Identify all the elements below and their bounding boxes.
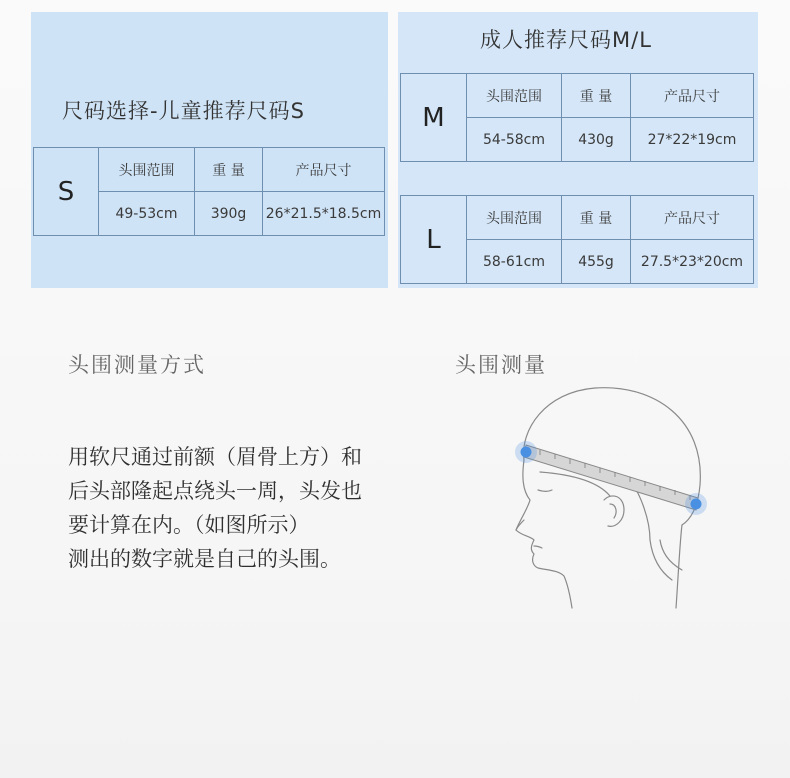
header-dimensions: 产品尺寸 [263,148,385,192]
size-letter: S [34,148,99,236]
head-measurement-title: 头围测量 [455,353,547,377]
head-measurement-illustration [500,380,730,620]
front-point-icon [515,441,537,463]
header-weight: 重 量 [562,196,631,240]
value-dimensions: 27*22*19cm [631,118,754,162]
header-weight: 重 量 [195,148,263,192]
header-dimensions: 产品尺寸 [631,196,754,240]
size-table-m [400,73,754,162]
value-head-range: 58-61cm [467,240,562,284]
ear-icon [604,496,624,526]
description-line: 要计算在内。（如图所示） [68,513,310,537]
measurement-method-title: 头围测量方式 [68,353,206,377]
description-line: 测出的数字就是自己的头围。 [68,547,341,571]
size-table-l [400,195,754,284]
header-head-range: 头围范围 [99,148,195,192]
value-dimensions: 26*21.5*18.5cm [263,192,385,236]
value-head-range: 49-53cm [99,192,195,236]
size-table-s [33,147,385,236]
header-head-range: 头围范围 [467,196,562,240]
kid-size-title: 尺码选择-儿童推荐尺码S [62,99,305,123]
header-head-range: 头围范围 [467,74,562,118]
description-line: 用软尺通过前额（眉骨上方）和 [68,445,362,469]
measurement-description [68,440,428,576]
header-dimensions: 产品尺寸 [631,74,754,118]
measuring-tape [524,445,698,510]
value-head-range: 54-58cm [467,118,562,162]
size-letter: M [401,74,467,162]
adult-size-title: 成人推荐尺码M/L [480,28,652,52]
back-point-icon [685,493,707,515]
description-line: 后头部隆起点绕头一周，头发也 [68,479,362,503]
header-weight: 重 量 [562,74,631,118]
value-weight: 390g [195,192,263,236]
value-weight: 455g [562,240,631,284]
value-dimensions: 27.5*23*20cm [631,240,754,284]
size-letter: L [401,196,467,284]
value-weight: 430g [562,118,631,162]
face-profile-icon [516,460,572,608]
